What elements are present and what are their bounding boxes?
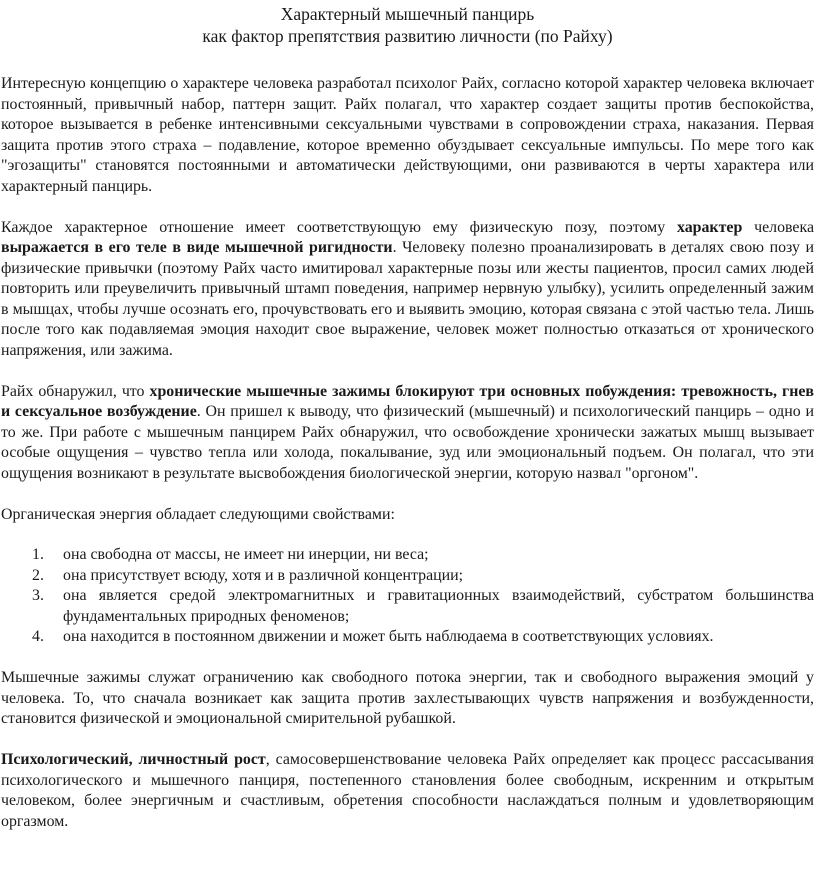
properties-list xyxy=(1,545,814,648)
list-item xyxy=(1,566,814,587)
title-line-1: Характерный мышечный панцирь xyxy=(280,4,535,24)
paragraph-2-text-2: человека xyxy=(742,218,815,236)
list-item xyxy=(1,586,814,627)
paragraph-2-text-1: Каждое характерное отношение имеет соответствующую ему физическую позу, поэтому xyxy=(1,218,677,236)
list-item-text: она присутствует всюду, хотя и в различной концентрации; xyxy=(63,566,464,584)
list-item-text: она является средой электромагнитных и гравитационных взаимодействий, субстратом большинства фундаментальных природных феноменов; xyxy=(63,587,814,625)
paragraph-2-bold-2: выражается в его теле в виде мышечной ригидности xyxy=(1,239,393,256)
paragraph-6-bold-1: Психологический, личностный рост xyxy=(1,751,266,768)
paragraph-2-bold-1: характер xyxy=(676,218,743,236)
paragraph-3 xyxy=(1,382,814,485)
list-item-number: 2. xyxy=(32,566,44,584)
document-title xyxy=(1,3,814,47)
list-item-number: 1. xyxy=(32,546,44,563)
title-line-2: как фактор препятствия развитию личности (по Райху) xyxy=(202,26,613,46)
list-item-number: 3. xyxy=(32,587,44,604)
spacer xyxy=(1,730,814,751)
paragraph-2-text-3: . Человеку полезно проанализировать в деталях свою позу и физические привычки (поэтому Райх часто имитировал характерные позы или жесты пациентов, просил самих людей повторить или преувеличить привычный штамп поведения, например нервную улыбку), усилить определенный зажим в мышцах, чтобы лучше осознать его, прочувствовать его и выявить эмоцию, которая связана с этой частью тела. Лишь после того как подавляемая эмоция находит свое выражение, человек может полностью отказаться от хронического напряжения, или зажима. xyxy=(1,239,814,359)
spacer xyxy=(1,361,814,382)
paragraph-4: Органическая энергия обладает следующими свойствами: xyxy=(1,505,395,523)
list-item xyxy=(1,545,814,566)
paragraph-6-text-1: , самосовершенствование человека Райх определяет как процесс рассасывания психологического и мышечного панциря, постепенного становления более свободным, искренним и открытым человеком, более энергичным и счастливым, обретения способности наслаждаться полным и удовлетворяющим оргазмом. xyxy=(1,751,814,830)
paragraph-3-text-2: . Он пришел к выводу, что физический (мышечный) и психологический панцирь – одно и то же. При работе с мышечным панцирем Райх обнаружил, что освобождение хронически зажатых мышц вызывает особые ощущения – чувство тепла или холода, покалывание, зуд или эмоциональный подъем. Он полагал, что эти ощущения возникают в результате высвобождения биологической энергии, которую назвал "оргоном". xyxy=(1,403,814,482)
paragraph-5: Мышечные зажимы служат ограничению как свободного потока энергии, так и свободного выражения эмоций у человека. То, что сначала возникает как защита против захлестывающих чувств напряжения и возбужденности, становится физической и эмоциональной смирительной рубашкой. xyxy=(1,669,814,727)
spacer xyxy=(1,47,814,74)
spacer xyxy=(1,484,814,505)
list-item-text: она свободна от массы, не имеет ни инерции, ни веса; xyxy=(63,546,429,563)
paragraph-3-text-1: Райх обнаружил, что xyxy=(1,382,150,400)
list-item xyxy=(1,627,814,648)
paragraph-2 xyxy=(1,218,814,362)
paragraph-3-bold-1: хронические мышечные зажимы блокируют три основных побуждения: тревожность, гнев и сексуальное возбуждение xyxy=(1,382,815,420)
list-item-text: она находится в постоянном движении и может быть наблюдаема в соответствующих условиях. xyxy=(63,628,714,645)
paragraph-6 xyxy=(1,750,814,832)
spacer xyxy=(1,525,814,545)
spacer xyxy=(1,197,814,218)
paragraph-1: Интересную концепцию о характере человека разработал психолог Райх, согласно которой характер человека включает постоянный, привычный набор, паттерн защит. Райх полагал, что характер создает защиты против беспокойства, которое вызывается в ребенке интенсивными сексуальными чувствами в сопровождении страха, наказания. Первая защита против этого страха – подавление, которое временно обуздывает сексуальные импульсы. По мере того как "эгозащиты" становятся постоянными и автоматически действующими, они развиваются в черты характера или характерный панцирь. xyxy=(1,75,814,195)
spacer xyxy=(1,648,814,669)
list-item-number: 4. xyxy=(32,628,44,645)
